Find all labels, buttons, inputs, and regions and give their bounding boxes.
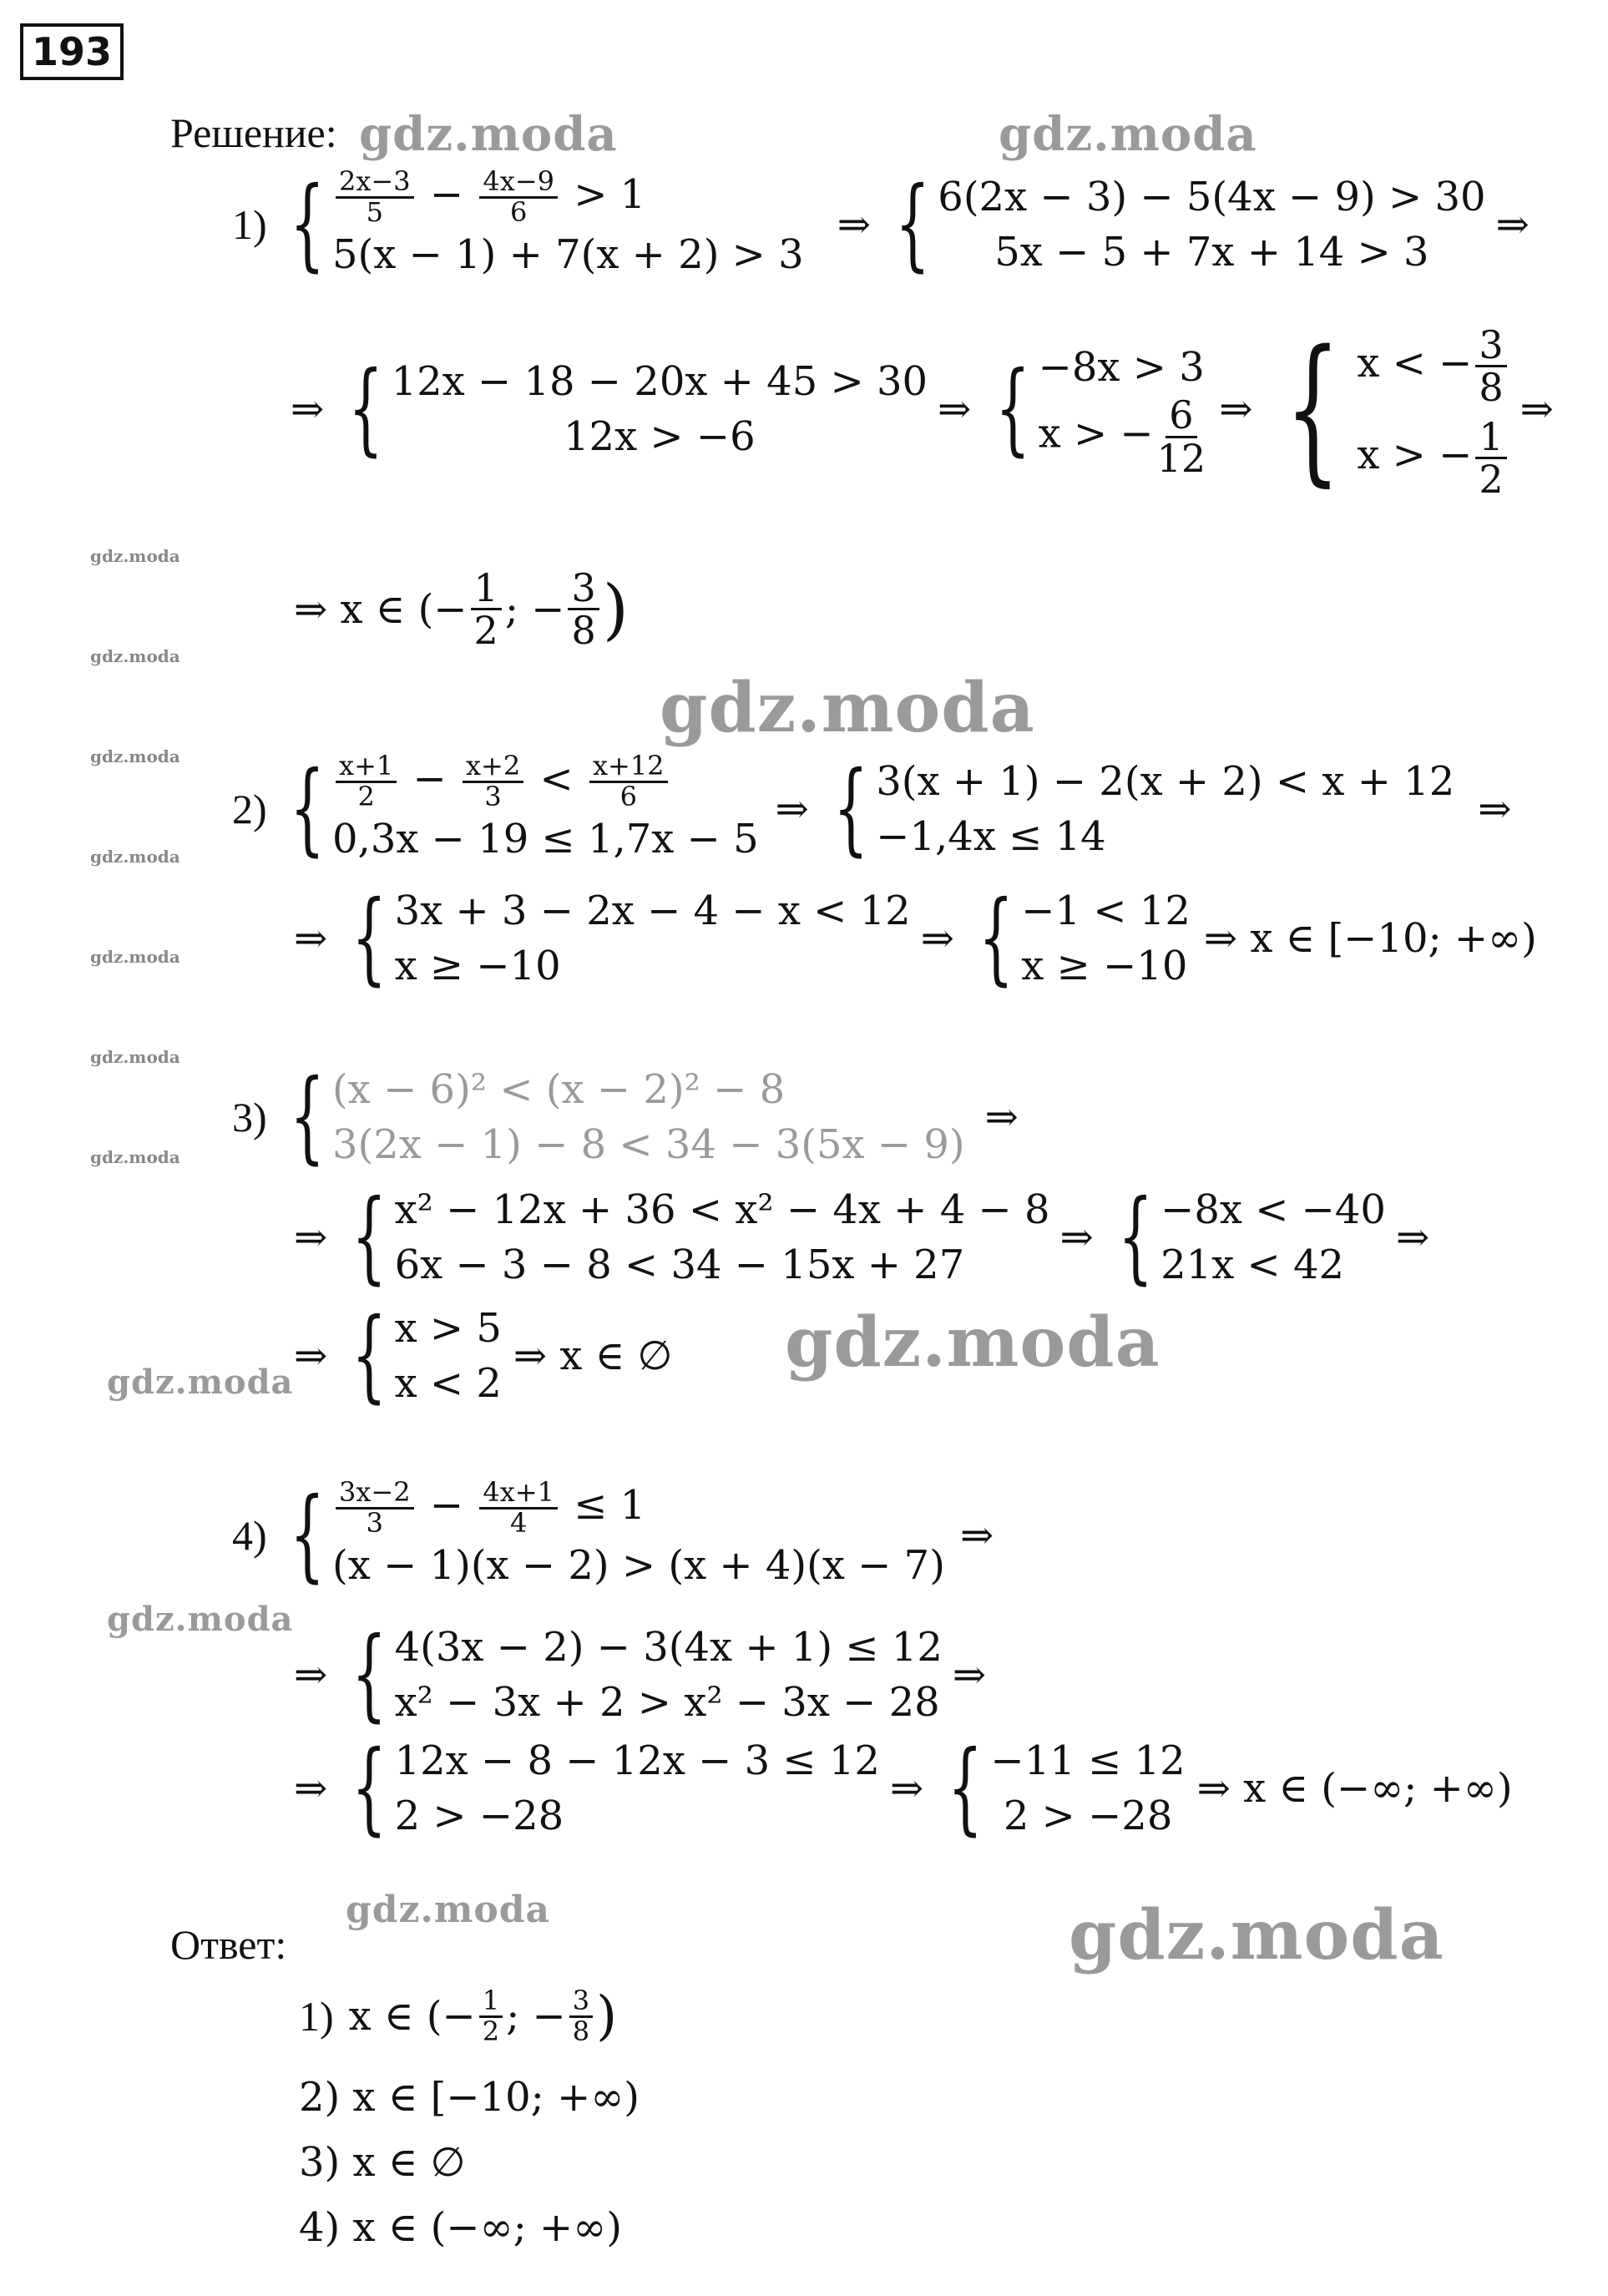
watermark-small: gdz.moda	[90, 546, 180, 566]
watermark: gdz.moda	[999, 107, 1257, 162]
problem-1-row-2: ⇒ { 12x − 18 − 20x + 45 > 30 12x > −6 ⇒ { −8x > 3 x > − $\frac{6}{12}$ ⇒ { x < − $\frac{3}{8}$ x > − $\frac{1}{2}$ ⇒	[291, 316, 1554, 502]
watermark: gdz.moda	[107, 1600, 294, 1639]
answer-1: 1) x ∈ (− $\frac{1}{2}$ ; − $\frac{3}{8}$ )	[299, 1984, 618, 2047]
problem-4-row-2: ⇒ { 4(3x − 2) − 3(4x + 1) ≤ 12 x² − 3x + 2 > x² − 3x − 28 ⇒	[294, 1616, 987, 1732]
watermark: gdz.moda	[660, 668, 1035, 748]
problem-2-row-1: 2) { $\frac{x+1}{2}$ − $\frac{x+2}{3}$ < $\frac{x+12}{6}$ 0,3x − 19 ≤ 1,7x − 5 ⇒ { 3(x + 1) − 2(x + 2) < x + 12 −1,4x ≤ 14 ⇒	[232, 750, 1512, 867]
problem-1-system: { $\frac{2x-3}{5}$ − $\frac{4x-9}{6}$ > 1 5(x − 1) + 7(x + 2) > 3	[289, 165, 804, 282]
problem-1-system-2: { 6(2x − 3) − 5(4x − 9) > 30 5x − 5 + 7x + 14 > 3	[895, 165, 1486, 282]
watermark: gdz.moda	[107, 1363, 294, 1402]
watermark-small: gdz.moda	[90, 1147, 180, 1167]
answer-2: 2) x ∈ [−10; +∞)	[299, 2074, 640, 2121]
fraction: $\frac{4x-9}{6}$	[479, 168, 558, 226]
watermark-small: gdz.moda	[90, 1047, 180, 1067]
watermark-small: gdz.moda	[90, 847, 180, 867]
problem-1-system-4: { −8x > 3 x > − $\frac{6}{12}$	[995, 344, 1206, 481]
watermark: gdz.moda	[1069, 1895, 1444, 1975]
task-number: 193	[20, 23, 124, 80]
problem-1-row-1: 1) { $\frac{2x-3}{5}$ − $\frac{4x-9}{6}$ > 1 5(x − 1) + 7(x + 2) > 3 ⇒ { 6(2x − 3) − 5(4x − 9) > 30 5x − 5 + 7x + 14 > 3 ⇒	[232, 165, 1530, 282]
answer-label: Ответ:	[170, 1921, 287, 1968]
watermark-small: gdz.moda	[90, 746, 180, 766]
watermark-small: gdz.moda	[90, 947, 180, 967]
problem-4-row-3: ⇒ { 12x − 8 − 12x − 3 ≤ 12 2 > −28 ⇒ { −11 ≤ 12 2 > −28 ⇒ x ∈ (−∞; +∞)	[294, 1730, 1513, 1846]
problem-1-system-5: { x < − $\frac{3}{8}$ x > − $\frac{1}{2}$	[1262, 317, 1509, 501]
problem-3-row-2: ⇒ { x² − 12x + 36 < x² − 4x + 4 − 8 6x − 3 − 8 < 34 − 15x + 27 ⇒ { −8x < −40 21x < 42 ⇒	[294, 1179, 1430, 1295]
answer-3: 3) x ∈ ∅	[299, 2139, 466, 2186]
problem-3-row-3: ⇒ { x > 5 x < 2 ⇒ x ∈ ∅	[294, 1297, 673, 1414]
watermark: gdz.moda	[346, 1889, 551, 1931]
watermark: gdz.moda	[359, 107, 618, 162]
fraction: $\frac{2x-3}{5}$	[336, 168, 414, 226]
problem-1-number: 1)	[232, 200, 267, 248]
problem-2-row-2: ⇒ { 3x + 3 − 2x − 4 − x < 12 x ≥ −10 ⇒ { −1 < 12 x ≥ −10 ⇒ x ∈ [−10; +∞)	[294, 880, 1537, 996]
watermark-small: gdz.moda	[90, 646, 180, 666]
answer-4: 4) x ∈ (−∞; +∞)	[299, 2204, 622, 2251]
watermark: gdz.moda	[785, 1302, 1160, 1383]
problem-1-system-3: { 12x − 18 − 20x + 45 > 30 12x > −6	[348, 351, 928, 467]
problem-1-result: ⇒ x ∈ (− $\frac{1}{2}$ ; − $\frac{3}{8}$ )	[294, 565, 629, 654]
solution-label: Решение:	[170, 109, 337, 156]
problem-3-row-1: 3) { (x − 6)² < (x − 2)² − 8 3(2x − 1) − 8 < 34 − 3(5x − 9) ⇒	[232, 1059, 1019, 1175]
problem-4-row-1: 4) { $\frac{3x-2}{3}$ − $\frac{4x+1}{4}$ ≤ 1 (x − 1)(x − 2) > (x + 4)(x − 7) ⇒	[232, 1476, 994, 1593]
